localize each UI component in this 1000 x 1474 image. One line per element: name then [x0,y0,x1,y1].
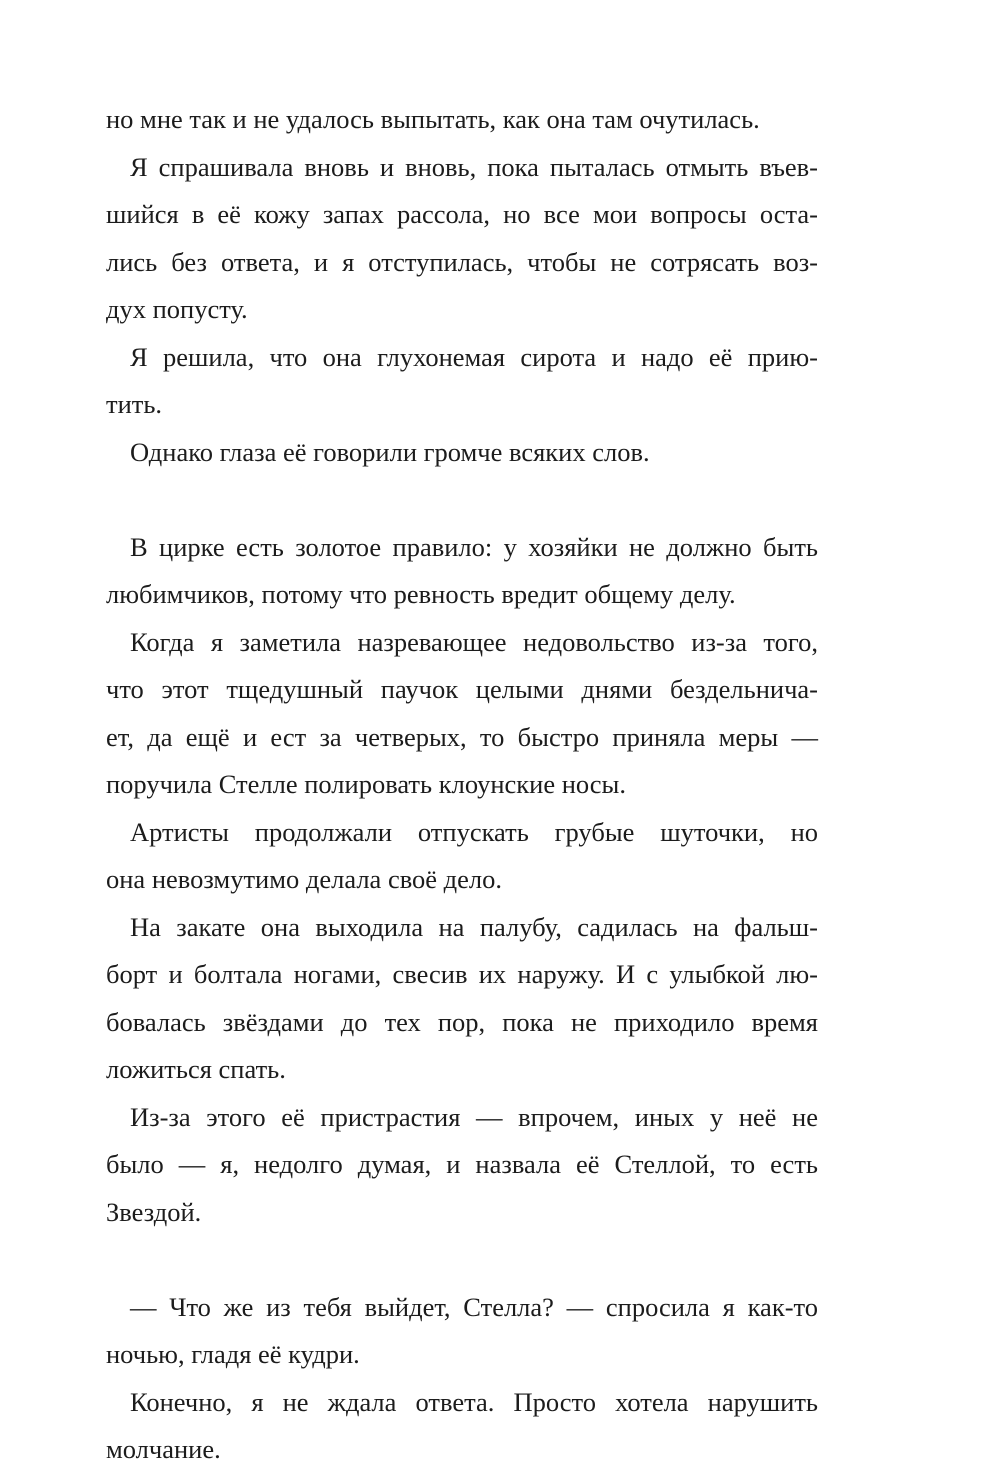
text-line: — Что же из тебя выйдет, Стелла? — спросила я как-то [130,1291,818,1322]
paragraph-10 [106,1284,818,1379]
text-line: Когда я заметила назревающее недовольство из-за того, [130,626,818,657]
text-line: Конечно, я не ждала ответа. Просто хотела нарушить [130,1386,818,1417]
text-line: было — я, недолго думая, и назвала её Стеллой, то есть [106,1149,818,1179]
page-text [106,96,818,1474]
text-line: ет, да ещё и ест за четверых, то быстро приняла меры — [106,721,818,752]
paragraph-4 [106,429,818,477]
paragraph-3 [106,334,818,429]
text-line: бовалась звёздами до тех пор, пока не приходило время [106,1006,818,1037]
text-line: борт и болтала ногами, свесив их наружу. И с улыбкой лю- [106,959,818,989]
text-line: На закате она выходила на палубу, садилась на фальш- [130,911,818,942]
paragraph-2 [106,144,818,334]
text-line: Из-за этого её пристрастия — впрочем, иных у неё не [130,1101,818,1132]
paragraph-11 [106,1379,818,1474]
text-line: но мне так и не удалось выпытать, как она там очутилась. [106,104,760,134]
text-line: Однако глаза её говорили громче всяких слов. [130,436,650,467]
text-line: поручила Стелле полировать клоунские носы. [106,769,626,799]
text-line: шийся в её кожу запах рассола, но все мои вопросы оста- [106,199,818,229]
text-line: тить. [106,389,163,419]
text-line: ложиться спать. [106,1054,286,1084]
text-line: лись без ответа, и я отступилась, чтобы не сотрясать воз- [106,246,818,277]
paragraph-7 [106,809,818,904]
text-line: Я решила, что она глухонемая сирота и надо её прию- [130,341,818,372]
text-line: Я спрашивала вновь и вновь, пока пыталась отмыть въев- [130,151,818,182]
text-line: дух попусту. [106,294,248,324]
section-break [106,476,818,524]
text-line: она невозмутимо делала своё дело. [106,864,503,894]
text-line: ночью, гладя её кудри. [106,1339,360,1369]
text-line: Артисты продолжали отпускать грубые шуточки, но [130,816,818,847]
text-line: В цирке есть золотое правило: у хозяйки не должно быть [130,531,818,562]
text-line: любимчиков, потому что ревность вредит общему делу. [106,579,736,609]
paragraph-6 [106,619,818,809]
paragraph-8 [106,904,818,1094]
text-line: что этот тщедушный паучок целыми днями бездельнича- [106,674,818,704]
text-line: молчание. [106,1434,221,1464]
paragraph-5 [106,524,818,619]
section-break [106,1236,818,1284]
text-line: Звездой. [106,1196,202,1227]
paragraph-1 [106,96,818,144]
paragraph-9 [106,1094,818,1237]
